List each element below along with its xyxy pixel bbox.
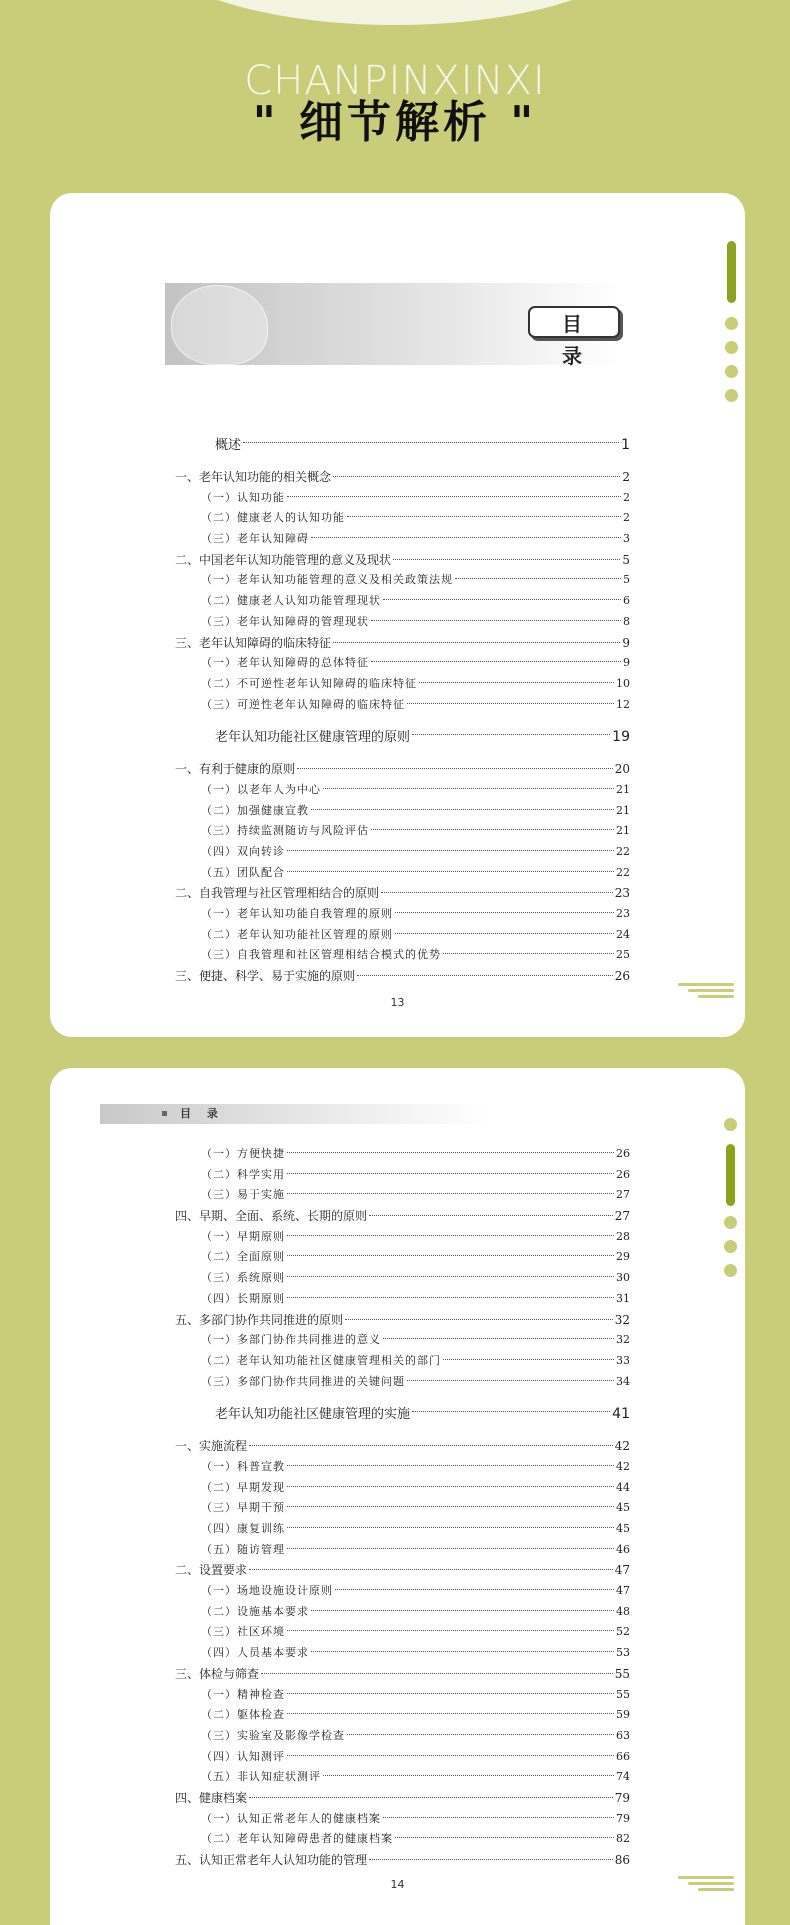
toc-leader-dots (297, 768, 613, 769)
toc-entry-page: 22 (616, 845, 630, 858)
toc-entry (175, 1392, 630, 1436)
toc-leader-dots (455, 578, 621, 579)
toc-entry (175, 1602, 630, 1623)
toc-entry (175, 1436, 630, 1457)
toc-entry (175, 1622, 630, 1643)
scroll-indicator-active (726, 1144, 735, 1206)
toc-entry (175, 1351, 630, 1372)
toc-entry-label: （一）多部门协作共同推进的意义 (201, 1333, 381, 1347)
toc-entry-page: 9 (622, 635, 630, 650)
toc-entry (175, 1206, 630, 1227)
toc-entry (175, 1330, 630, 1351)
toc-entry-label: （四）人员基本要求 (201, 1646, 309, 1660)
toc-leader-dots (369, 1215, 613, 1216)
toc-leader-dots (347, 1734, 614, 1735)
toc-entry-page: 66 (616, 1749, 630, 1763)
toc-entry-page: 32 (616, 1333, 630, 1347)
toc-entry (175, 1829, 630, 1850)
toc-leader-dots (249, 1797, 613, 1798)
toc-entry-label: （一）精神检查 (201, 1687, 285, 1701)
toc-entry-label: （四）康复训练 (201, 1522, 285, 1535)
toc-entry (175, 1310, 630, 1331)
toc-entry-label: 三、体检与筛查 (175, 1666, 260, 1681)
toc-leader-dots (323, 788, 614, 789)
toc-entry (175, 1268, 630, 1289)
stripe-decoration (678, 1876, 734, 1894)
toc-entry (175, 883, 630, 904)
toc-entry (175, 1581, 630, 1602)
toc-entry-label: （二）老年认知功能社区管理的原则 (201, 927, 393, 941)
toc-entry-page: 30 (616, 1271, 630, 1285)
toc-entry-label: （二）躯体检查 (201, 1708, 285, 1722)
page-number: 14 (390, 1878, 405, 1891)
scroll-indicator-dot (724, 1240, 737, 1253)
toc-entry (175, 1185, 630, 1206)
toc-page-card-2 (50, 1068, 745, 1925)
toc-entry-label: （四）长期原则 (201, 1291, 285, 1305)
toc-entry-page: 48 (616, 1604, 630, 1618)
toc-entry-page: 55 (614, 1666, 630, 1681)
toc-entry-label: （二）不可逆性老年认知障碍的临床特征 (201, 676, 417, 690)
page-number: 13 (390, 996, 405, 1009)
toc-entry (175, 1685, 630, 1706)
toc-entry-label: （四）认知测评 (201, 1749, 285, 1763)
toc-entry-label: （三）持续监测随访与风险评估 (201, 824, 369, 838)
toc-entry (175, 945, 630, 966)
toc-entry-label: 四、健康档案 (175, 1790, 248, 1805)
toc-leader-dots (243, 442, 619, 443)
toc-leader-dots (371, 829, 614, 830)
scroll-indicator-dot (725, 317, 738, 330)
toc-entry-page: 10 (616, 676, 630, 690)
toc-entry-page: 45 (616, 1522, 630, 1535)
toc-leader-dots (383, 1338, 614, 1339)
toc-leader-dots (261, 1673, 613, 1674)
toc-entry-page: 29 (616, 1250, 630, 1264)
toc-entry-page: 42 (614, 1439, 630, 1454)
toc-entry-label: （一）场地设施设计原则 (201, 1584, 333, 1598)
toc-entry-label: 三、老年认知障碍的临床特征 (175, 635, 332, 650)
header-english: CHANPINXINXI (244, 58, 546, 104)
toc-leader-dots (369, 1859, 613, 1860)
toc-entry (175, 1705, 630, 1726)
toc-list-1 (175, 423, 630, 987)
toc-entry-label: （二）科学实用 (201, 1167, 285, 1181)
toc-entry-page: 82 (616, 1832, 630, 1846)
toc-leader-dots (311, 537, 621, 538)
toc-entry-label: 五、多部门协作共同推进的原则 (175, 1312, 344, 1327)
toc-entry (175, 1809, 630, 1830)
toc-entry (175, 423, 630, 467)
toc-leader-dots (249, 1569, 613, 1570)
toc-entry (175, 1144, 630, 1165)
toc-entry-page: 23 (614, 886, 630, 901)
toc-entry-label: 一、老年认知功能的相关概念 (175, 470, 332, 484)
toc-entry-page: 74 (616, 1770, 630, 1784)
toc-entry-page: 79 (616, 1811, 630, 1825)
toc-entry-page: 12 (616, 697, 630, 711)
running-head-marker (162, 1111, 167, 1116)
toc-entry-page: 21 (616, 782, 630, 796)
toc-entry-page: 2 (623, 511, 630, 525)
toc-leader-dots (419, 682, 614, 683)
toc-entry (175, 1560, 630, 1581)
toc-entry-page: 55 (616, 1687, 630, 1701)
toc-entry-label: 二、中国老年认知功能管理的意义及现状 (175, 552, 392, 567)
toc-entry-page: 45 (616, 1501, 630, 1515)
toc-leader-dots (287, 1548, 614, 1549)
toc-entry (175, 1767, 630, 1788)
toc-leader-dots (287, 1173, 614, 1174)
toc-leader-dots (395, 933, 614, 934)
toc-entry-label: （一）老年认知功能管理的意义及相关政策法规 (201, 573, 453, 587)
toc-entry-page: 23 (616, 907, 630, 921)
toc-leader-dots (287, 1276, 614, 1277)
toc-entry-label: （三）实验室及影像学检查 (201, 1728, 345, 1742)
toc-entry (175, 1372, 630, 1393)
toc-entry-label: （四）双向转诊 (201, 845, 285, 858)
toc-entry-label: 老年认知功能社区健康管理的原则 (215, 730, 411, 746)
toc-leader-dots (443, 953, 614, 954)
toc-entry-page: 20 (614, 762, 630, 777)
toc-entry-label: （二）老年认知功能社区健康管理相关的部门 (201, 1353, 441, 1367)
toc-entry-page: 34 (616, 1374, 630, 1388)
toc-entry-page: 5 (622, 552, 630, 567)
toc-leader-dots (412, 734, 610, 735)
toc-entry (175, 1540, 630, 1561)
toc-entry-label: （一）老年认知障碍的总体特征 (201, 656, 369, 670)
toc-entry-page: 8 (623, 614, 630, 628)
scroll-indicator-dot (725, 389, 738, 402)
toc-entry-page: 28 (616, 1229, 630, 1243)
toc-entry-page: 25 (616, 948, 630, 962)
toc-entry (175, 1498, 630, 1519)
toc-entry-label: 一、实施流程 (175, 1439, 248, 1454)
toc-entry (175, 550, 630, 571)
toc-entry-page: 22 (616, 865, 630, 879)
toc-entry-label: （三）易于实施 (201, 1188, 285, 1202)
toc-leader-dots (371, 620, 621, 621)
toc-entry-page: 9 (623, 656, 630, 670)
toc-entry-label: （一）认知功能 (201, 490, 285, 504)
toc-entry-label: （一）老年认知功能自我管理的原则 (201, 907, 393, 921)
toc-entry (175, 591, 630, 612)
top-arc-decoration (145, 0, 645, 25)
toc-leader-dots (287, 871, 614, 872)
toc-entry (175, 695, 630, 716)
toc-leader-dots (287, 1152, 614, 1153)
toc-entry-page: 44 (616, 1480, 630, 1494)
toc-leader-dots (287, 1255, 614, 1256)
toc-entry-page: 5 (623, 573, 630, 587)
toc-entry-page: 86 (614, 1853, 630, 1867)
toc-entry-page: 33 (616, 1353, 630, 1367)
toc-entry-page: 19 (612, 729, 630, 746)
toc-entry-label: （二）设施基本要求 (201, 1604, 309, 1618)
toc-entry (175, 1478, 630, 1499)
toc-leader-dots (383, 1817, 614, 1818)
toc-entry-label: 二、设置要求 (175, 1563, 248, 1578)
toc-entry-page: 2 (622, 470, 630, 484)
toc-leader-dots (393, 559, 620, 560)
toc-entry-label: 一、有利于健康的原则 (175, 762, 296, 777)
toc-entry-label: 三、便捷、科学、易于实施的原则 (175, 969, 356, 984)
toc-entry-page: 27 (614, 1209, 630, 1224)
toc-leader-dots (407, 1380, 614, 1381)
scroll-indicator-dot (725, 341, 738, 354)
scroll-indicator-active (727, 241, 736, 303)
toc-leader-dots (395, 912, 614, 913)
scroll-indicator-dot (724, 1216, 737, 1229)
toc-entry-page: 27 (616, 1188, 630, 1202)
toc-leader-dots (407, 703, 614, 704)
toc-entry-label: （五）团队配合 (201, 865, 285, 879)
toc-entry (175, 1664, 630, 1685)
toc-leader-dots (287, 1713, 614, 1714)
toc-entry-page: 32 (614, 1312, 630, 1327)
toc-entry-page: 42 (616, 1459, 630, 1473)
toc-entry (175, 529, 630, 550)
toc-entry-page: 52 (616, 1625, 630, 1639)
running-head-title: 目 录 (180, 1107, 224, 1120)
stripe-decoration (678, 983, 734, 1001)
toc-entry-page: 46 (616, 1542, 630, 1556)
toc-entry (175, 821, 630, 842)
toc-leader-dots (287, 1297, 614, 1298)
toc-entry (175, 925, 630, 946)
toc-leader-dots (249, 1445, 613, 1446)
toc-entry-page: 6 (623, 594, 630, 608)
toc-entry-label: （三）老年认知障碍的管理现状 (201, 614, 369, 628)
toc-leader-dots (311, 809, 614, 810)
toc-leader-dots (381, 892, 613, 893)
toc-entry-page: 47 (616, 1584, 630, 1598)
toc-page-card-1 (50, 193, 745, 1037)
toc-entry-page: 21 (616, 803, 630, 817)
toc-leader-dots (287, 1630, 614, 1631)
toc-entry (175, 1289, 630, 1310)
toc-entry (175, 1788, 630, 1809)
toc-entry-label: 概述 (215, 438, 242, 453)
toc-entry-label: （三）自我管理和社区管理相结合模式的优势 (201, 948, 441, 962)
toc-leader-dots (443, 1359, 614, 1360)
toc-entry-page: 26 (614, 969, 630, 984)
toc-entry-page: 21 (616, 824, 630, 838)
toc-entry (175, 488, 630, 509)
scroll-indicator-dot (724, 1264, 737, 1277)
toc-leader-dots (347, 516, 621, 517)
brain-puzzle-icon (171, 285, 268, 365)
toc-entry-label: 四、早期、全面、系统、长期的原则 (175, 1209, 368, 1224)
toc-leader-dots (345, 1319, 613, 1320)
toc-leader-dots (287, 850, 614, 851)
toc-entry-label: （三）社区环境 (201, 1625, 285, 1639)
toc-entry-label: （二）健康老人的认知功能 (201, 511, 345, 525)
toc-entry-label: （一）科普宣教 (201, 1459, 285, 1473)
toc-entry-page: 41 (612, 1406, 630, 1423)
toc-entry (175, 1643, 630, 1664)
toc-leader-dots (287, 1193, 614, 1194)
toc-entry (175, 780, 630, 801)
toc-entry-page: 2 (623, 490, 630, 504)
toc-entry (175, 1726, 630, 1747)
toc-entry (175, 966, 630, 987)
toc-title: 目 录 (528, 306, 620, 338)
toc-entry-label: （二）健康老人认知功能管理现状 (201, 594, 381, 608)
toc-entry (175, 801, 630, 822)
toc-entry (175, 1850, 630, 1871)
toc-leader-dots (287, 496, 621, 497)
toc-entry-page: 79 (614, 1790, 630, 1805)
toc-entry-label: （一）认知正常老年人的健康档案 (201, 1811, 381, 1825)
toc-entry-label: 二、自我管理与社区管理相结合的原则 (175, 886, 380, 901)
toc-entry (175, 715, 630, 759)
toc-banner (165, 283, 620, 368)
toc-entry (175, 612, 630, 633)
toc-entry-page: 26 (616, 1167, 630, 1181)
toc-entry (175, 759, 630, 780)
toc-list-2 (175, 1144, 630, 1871)
scroll-indicator-dot (724, 1118, 737, 1131)
toc-leader-dots (412, 1411, 610, 1412)
toc-entry-page: 47 (614, 1563, 630, 1578)
toc-entry (175, 1457, 630, 1478)
toc-entry (175, 1747, 630, 1768)
toc-entry (175, 508, 630, 529)
toc-entry (175, 633, 630, 654)
toc-entry-page: 1 (621, 437, 630, 453)
toc-entry-page: 63 (616, 1728, 630, 1742)
toc-entry (175, 570, 630, 591)
toc-leader-dots (311, 1610, 614, 1611)
toc-entry-label: （三）早期干预 (201, 1501, 285, 1515)
toc-entry (175, 1165, 630, 1186)
toc-leader-dots (287, 1527, 614, 1528)
toc-entry (175, 1519, 630, 1540)
toc-entry (175, 842, 630, 863)
toc-entry-label: （三）系统原则 (201, 1271, 285, 1285)
toc-leader-dots (287, 1506, 614, 1507)
toc-entry (175, 653, 630, 674)
toc-leader-dots (335, 1589, 614, 1590)
toc-leader-dots (371, 661, 621, 662)
toc-leader-dots (287, 1235, 614, 1236)
toc-entry-label: （一）早期原则 (201, 1229, 285, 1243)
toc-entry (175, 1227, 630, 1248)
toc-leader-dots (333, 642, 620, 643)
toc-entry-label: （二）早期发现 (201, 1480, 285, 1494)
toc-leader-dots (287, 1755, 614, 1756)
toc-entry (175, 674, 630, 695)
toc-entry-label: （五）非认知症状测评 (201, 1770, 321, 1784)
toc-entry (175, 467, 630, 488)
toc-entry-label: 老年认知功能社区健康管理的实施 (215, 1407, 411, 1423)
toc-leader-dots (287, 1465, 614, 1466)
toc-entry-label: （二）老年认知障碍患者的健康档案 (201, 1832, 393, 1846)
scroll-indicator-dot (725, 365, 738, 378)
toc-leader-dots (395, 1837, 614, 1838)
toc-entry (175, 904, 630, 925)
toc-entry-page: 59 (616, 1708, 630, 1722)
toc-leader-dots (311, 1651, 614, 1652)
toc-entry-label: （三）老年认知障碍 (201, 532, 309, 546)
toc-leader-dots (333, 476, 620, 477)
toc-entry-page: 31 (616, 1291, 630, 1305)
toc-entry-label: （二）加强健康宣教 (201, 803, 309, 817)
toc-entry-label: （三）可逆性老年认知障碍的临床特征 (201, 697, 405, 711)
toc-leader-dots (357, 975, 613, 976)
toc-entry-page: 53 (616, 1646, 630, 1660)
toc-entry-page: 24 (616, 927, 630, 941)
running-head (100, 1104, 490, 1124)
toc-leader-dots (287, 1693, 614, 1694)
header-title: " 细节解析 " (252, 97, 538, 148)
toc-entry (175, 863, 630, 884)
toc-leader-dots (383, 599, 621, 600)
toc-entry-label: （三）多部门协作共同推进的关键问题 (201, 1374, 405, 1388)
toc-entry-page: 26 (616, 1147, 630, 1160)
toc-entry-label: （二）全面原则 (201, 1250, 285, 1264)
toc-entry-label: 五、认知正常老年人认知功能的管理 (175, 1853, 368, 1867)
toc-entry-label: （五）随访管理 (201, 1542, 285, 1556)
toc-leader-dots (287, 1486, 614, 1487)
toc-entry-label: （一）方便快捷 (201, 1147, 285, 1160)
toc-entry-label: （一）以老年人为中心 (201, 782, 321, 796)
toc-entry-page: 3 (623, 532, 630, 546)
toc-leader-dots (323, 1775, 614, 1776)
toc-entry (175, 1247, 630, 1268)
